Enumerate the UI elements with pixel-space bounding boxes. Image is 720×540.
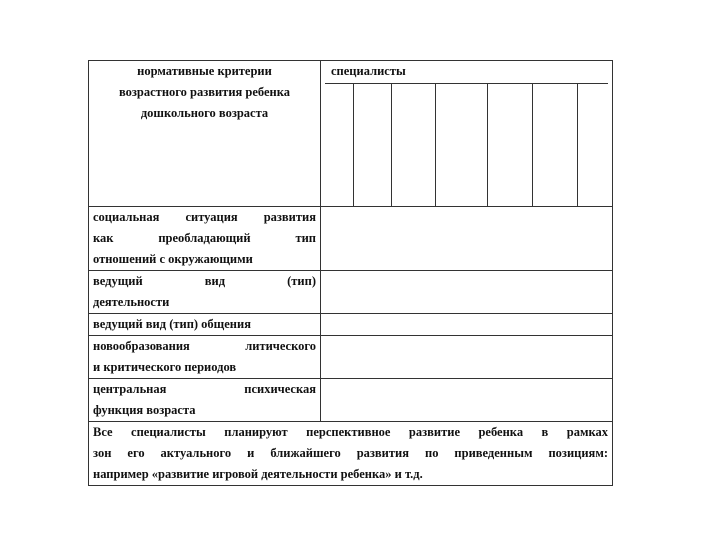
specialists-cell xyxy=(321,379,613,422)
criteria-header-cell xyxy=(89,61,321,207)
criterion-line: отношений с окружающими xyxy=(93,252,253,266)
specialists-cell xyxy=(321,271,613,314)
specialist-column xyxy=(354,84,391,206)
criterion-neoformations xyxy=(89,336,321,379)
criterion-line: и критического периодов xyxy=(93,360,237,374)
criterion-line: как преобладающий тип xyxy=(93,231,316,245)
criterion-line: деятельности xyxy=(93,295,170,309)
criterion-social-situation xyxy=(89,207,321,271)
criterion-line: функция возраста xyxy=(93,403,196,417)
table-row xyxy=(89,336,613,379)
specialist-column xyxy=(436,84,488,206)
specialists-cell xyxy=(321,336,613,379)
criterion-central-function xyxy=(89,379,321,422)
specialist-column xyxy=(325,84,354,206)
note-line: зон его актуального и ближайшего развития по приведенным позициям: xyxy=(93,446,608,460)
specialists-title: специалисты xyxy=(325,61,608,84)
criteria-header-line: возрастного развития ребенка xyxy=(118,85,291,99)
planning-note xyxy=(89,422,613,486)
criteria-header-line: нормативные критерии xyxy=(137,64,272,78)
criterion-line: ведущий вид (тип) общения xyxy=(93,317,251,331)
specialist-column xyxy=(392,84,437,206)
specialists-cell xyxy=(321,207,613,271)
table-row xyxy=(89,271,613,314)
note-line: например «развитие игровой деятельности ребенка» и т.д. xyxy=(93,467,423,481)
specialist-column xyxy=(578,84,608,206)
table-row xyxy=(89,207,613,271)
criterion-leading-communication xyxy=(89,314,321,336)
criterion-line: социальная ситуация развития xyxy=(93,210,316,224)
criterion-line: ведущий вид (тип) xyxy=(93,274,316,288)
criterion-line: центральная психическая xyxy=(93,382,316,396)
specialists-cell xyxy=(321,314,613,336)
specialist-column xyxy=(488,84,533,206)
table-row xyxy=(89,379,613,422)
criterion-leading-activity xyxy=(89,271,321,314)
development-criteria-table xyxy=(88,60,613,486)
table-note-row xyxy=(89,422,613,486)
specialists-header-cell xyxy=(321,61,613,207)
note-line: Все специалисты планируют перспективное развитие ребенка в рамках xyxy=(93,425,608,439)
criterion-line: новообразования литического xyxy=(93,339,316,353)
specialist-columns xyxy=(325,84,608,206)
table-header-row xyxy=(89,61,613,207)
table-row xyxy=(89,314,613,336)
criteria-header-line: дошкольного возраста xyxy=(140,106,269,120)
specialist-column xyxy=(533,84,578,206)
